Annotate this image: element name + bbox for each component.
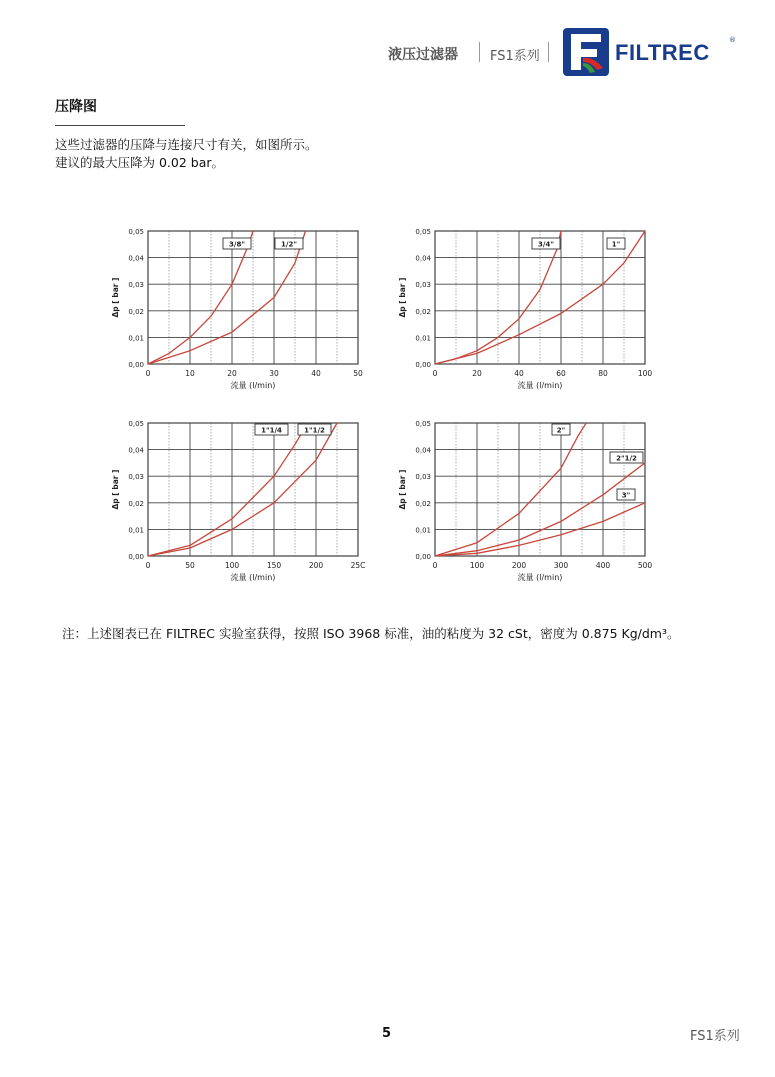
y-axis-label: Δp [ bar ] (398, 277, 407, 318)
series-label: 1"1/4 (261, 426, 282, 435)
intro-text (55, 136, 318, 172)
y-axis-label: Δp [ bar ] (111, 277, 120, 318)
y-tick-label: 0,03 (415, 281, 431, 290)
note-text: 注：上述图表已在 FILTREC 实验室获得，按照 ISO 3968 标准，油的粘度为 32 cSt，密度为 0.875 Kg/dm³。 (62, 626, 680, 641)
x-tick-label: 40 (311, 369, 321, 378)
x-tick-label: 80 (598, 369, 608, 378)
pressure-drop-chart (392, 414, 657, 586)
y-axis-label: Δp [ bar ] (398, 469, 407, 510)
x-tick-label: 150 (266, 561, 282, 570)
section-title: 压降图 (55, 99, 97, 115)
x-tick-label: 20 (472, 369, 482, 378)
y-tick-label: 0,04 (128, 254, 144, 263)
y-tick-label: 0,02 (128, 307, 144, 316)
series-label: 2"1/2 (616, 454, 637, 463)
logo-mark-icon (563, 28, 609, 76)
y-tick-label: 0,01 (128, 334, 144, 343)
y-tick-label: 0,04 (415, 254, 431, 263)
page-number: 5 (382, 1026, 392, 1041)
y-tick-label: 0,00 (415, 553, 431, 561)
x-tick-label: 20 (227, 369, 237, 378)
y-axis-label: Δp [ bar ] (111, 469, 120, 510)
y-tick-label: 0,02 (415, 499, 431, 508)
x-tick-label: 30 (269, 369, 279, 378)
y-tick-label: 0,01 (415, 334, 431, 343)
x-tick-label: 40 (514, 369, 524, 378)
y-tick-label: 0,00 (415, 361, 431, 369)
x-axis-label: 流量 (l/min) (230, 573, 276, 582)
intro-line: 这些过滤器的压降与连接尺寸有关，如图所示。 (55, 137, 318, 152)
x-tick-label: 25C (350, 561, 366, 570)
x-tick-label: 50 (353, 369, 363, 378)
header-divider (479, 42, 480, 62)
logo-text: FILTREC (615, 40, 710, 65)
y-tick-label: 0,01 (415, 526, 431, 535)
series-label: 3/8" (229, 240, 245, 249)
intro-line: 建议的最大压降为 0.02 bar。 (55, 155, 225, 170)
x-tick-label: 0 (145, 369, 151, 378)
x-tick-label: 300 (553, 561, 569, 570)
section-rule (55, 125, 185, 126)
y-tick-label: 0,03 (415, 473, 431, 482)
x-axis-label: 流量 (l/min) (517, 381, 563, 390)
y-tick-label: 0,03 (128, 281, 144, 290)
x-tick-label: 10 (185, 369, 195, 378)
x-tick-label: 200 (308, 561, 324, 570)
series-label: 3/4" (538, 240, 554, 249)
y-tick-label: 0,04 (415, 446, 431, 455)
x-tick-label: 100 (637, 369, 653, 378)
pressure-drop-chart (105, 414, 370, 586)
y-tick-label: 0,03 (128, 473, 144, 482)
x-tick-label: 100 (469, 561, 485, 570)
x-tick-label: 0 (145, 561, 151, 570)
series-label: 1" (611, 240, 621, 249)
series-label: 1"1/2 (304, 426, 325, 435)
y-tick-label: 0,00 (128, 553, 144, 561)
pressure-drop-chart (392, 222, 657, 394)
header-divider (548, 42, 549, 62)
x-tick-label: 60 (556, 369, 566, 378)
series-label: 1/2" (281, 240, 297, 249)
x-tick-label: 400 (595, 561, 611, 570)
logo-registered: ® (729, 36, 736, 44)
x-axis-label: 流量 (l/min) (517, 573, 563, 582)
x-tick-label: 500 (637, 561, 653, 570)
x-tick-label: 0 (432, 561, 438, 570)
series-label: 3" (621, 491, 631, 500)
x-axis-label: 流量 (l/min) (230, 381, 276, 390)
header-title: 液压过滤器 (388, 47, 458, 63)
y-tick-label: 0,04 (128, 446, 144, 455)
pressure-drop-chart (105, 222, 370, 394)
x-tick-label: 0 (432, 369, 438, 378)
y-tick-label: 0,05 (415, 228, 431, 236)
y-tick-label: 0,01 (128, 526, 144, 535)
x-tick-label: 100 (224, 561, 240, 570)
x-tick-label: 200 (511, 561, 527, 570)
y-tick-label: 0,00 (128, 361, 144, 369)
y-tick-label: 0,05 (128, 420, 144, 428)
y-tick-label: 0,05 (415, 420, 431, 428)
header-series: FS1系列 (490, 49, 540, 64)
filtrec-logo (563, 28, 736, 78)
series-label: 2" (556, 426, 566, 435)
footer-series: FS1系列 (690, 1029, 740, 1044)
x-tick-label: 50 (185, 561, 195, 570)
y-tick-label: 0,02 (415, 307, 431, 316)
y-tick-label: 0,05 (128, 228, 144, 236)
y-tick-label: 0,02 (128, 499, 144, 508)
